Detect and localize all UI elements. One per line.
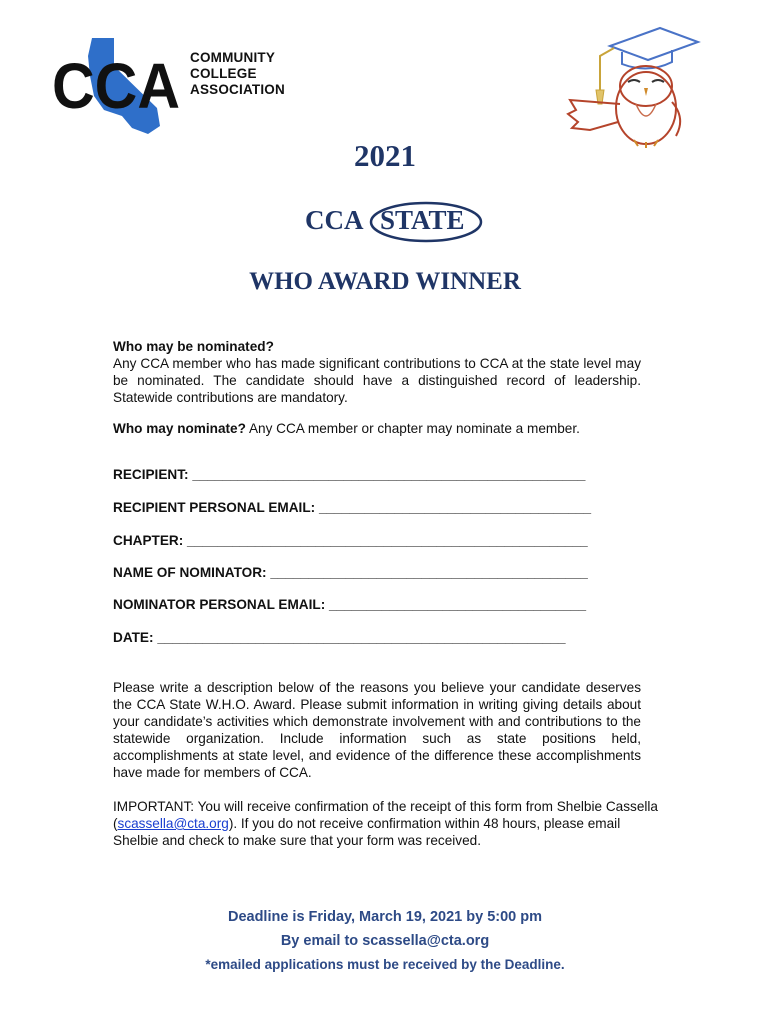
description-instructions: Please write a description below of the reasons you believe your candidate deserves the CCA State W.H.O. Award. Please submit information in writing giving details about your candidate’s activities which demonstrate involvement with and contributions to the statewide organization. Include information such as state positions held, accomplishments at state level, and evidence of the difference these accomplishments have made for members of CCA. xyxy=(113,680,641,780)
who-may-nominate-section xyxy=(113,420,641,437)
recipient-email-label: RECIPIENT PERSONAL EMAIL: xyxy=(113,500,319,515)
logo-line-3: ASSOCIATION xyxy=(190,82,285,97)
who-nominated-answer: Any CCA member who has made significant contributions to CCA at the state level may be nominated. The candidate should have a distinguished record of leadership. Statewide contributions are mandatory. xyxy=(113,356,641,405)
state-heading-word: STATE xyxy=(380,205,465,235)
logo-wordmark xyxy=(190,50,285,98)
important-notice xyxy=(113,798,658,849)
who-nominate-answer: Any CCA member or chapter may nominate a member. xyxy=(245,421,580,436)
award-title: WHO AWARD WINNER xyxy=(249,268,521,295)
nominator-email-line[interactable]: __________________________________ xyxy=(329,597,587,612)
who-nominated-question: Who may be nominated? xyxy=(113,339,274,354)
cca-heading-word: CCA xyxy=(305,205,364,235)
date-field[interactable] xyxy=(113,630,613,645)
recipient-field[interactable] xyxy=(113,467,613,482)
recipient-email-field[interactable] xyxy=(113,500,613,515)
nominator-email-field[interactable] xyxy=(113,597,613,612)
logo-line-2: COLLEGE xyxy=(190,66,257,81)
chapter-line[interactable]: _____________________________________________________ xyxy=(187,533,588,548)
recipient-label: RECIPIENT: xyxy=(113,467,193,482)
contact-email-link[interactable]: scassella@cta.org xyxy=(117,816,229,831)
recipient-email-line[interactable]: ____________________________________ xyxy=(318,500,592,515)
who-nominate-question: Who may nominate? xyxy=(113,421,246,436)
who-may-be-nominated-section xyxy=(113,338,641,406)
important-text-before: IMPORTANT: You will receive confirmation of the receipt of this form from Shelbie Cassella ( xyxy=(113,799,658,831)
recipient-line[interactable]: ____________________________________________________ xyxy=(192,467,586,482)
logo-line-1: COMMUNITY xyxy=(190,50,276,65)
nominator-name-line[interactable]: __________________________________________ xyxy=(270,565,588,580)
nominator-name-field[interactable] xyxy=(113,565,613,580)
received-note: *emailed applications must be received by the Deadline. xyxy=(205,957,565,972)
logo-letters: CCA xyxy=(52,50,180,122)
chapter-label: CHAPTER: xyxy=(113,533,188,548)
graduation-owl-icon xyxy=(560,18,705,150)
chapter-field[interactable] xyxy=(113,533,613,548)
nominator-name-label: NAME OF NOMINATOR: xyxy=(113,565,271,580)
date-label: DATE: xyxy=(113,630,158,645)
important-text-after: ). If you do not receive confirmation within 48 hours, please email Shelbie and check to make sure that your form was received. xyxy=(113,816,621,848)
award-year: 2021 xyxy=(354,138,416,173)
date-line[interactable]: ______________________________________________________ xyxy=(157,630,566,645)
submission-email-text: By email to scassella@cta.org xyxy=(280,933,490,949)
nominator-email-label: NOMINATOR PERSONAL EMAIL: xyxy=(113,597,329,612)
deadline-text: Deadline is Friday, March 19, 2021 by 5:00 pm xyxy=(227,909,543,925)
